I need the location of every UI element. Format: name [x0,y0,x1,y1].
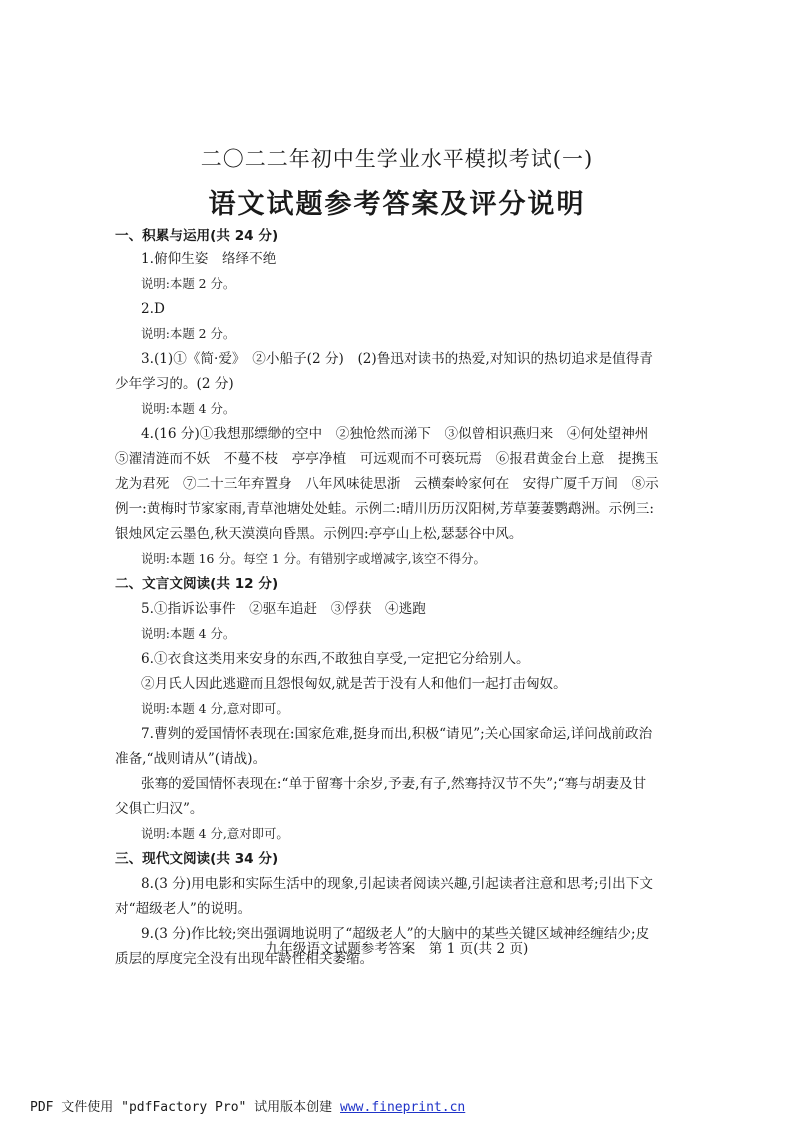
answer-q4-cont-2: 龙为君死 ⑦二十三年弃置身 八年风味徒思浙 云横秦岭家何在 安得广厦千万间 ⑧示 [115,476,659,492]
answer-q7-2-cont: 父俱亡归汉”。 [115,801,204,817]
answer-q4: 4.(16 分)①我想那缥缈的空中 ②独怆然而涕下 ③似曾相识燕归来 ④何处望神州 [141,426,649,442]
page-footer: 九年级语文试题参考答案 第 1 页(共 2 页) [265,941,529,957]
answer-q9: 9.(3 分)作比较;突出强调地说明了“超级老人”的大脑中的某些关键区域神经缠结少;皮 [141,926,650,942]
answer-q9-cont: 质层的厚度完全没有出现年龄性相关萎缩。 [115,951,374,967]
answer-q4-cont-3: 例一:黄梅时节家家雨,青草池塘处处蛙。示例二:晴川历历汉阳树,芳草萋萋鹦鹉洲。示例三: [115,501,654,517]
answer-q8: 8.(3 分)用电影和实际生活中的现象,引起读者阅读兴趣,引起读者注意和思考;引出下文 [141,876,653,892]
answer-q7-2: 张骞的爱国情怀表现在:“单于留骞十余岁,予妻,有子,然骞持汉节不失”;“骞与胡妻及甘 [141,776,647,792]
exam-title: 二〇二二年初中生学业水平模拟考试(一) [200,147,594,171]
note-q3: 说明:本题 4 分。 [141,401,236,416]
note-q6: 说明:本题 4 分,意对即可。 [141,701,289,716]
answer-key-title: 语文试题参考答案及评分说明 [208,189,586,220]
answer-q7-cont: 准备,“战则请从”(请战)。 [115,751,267,767]
section-heading-2: 二、文言文阅读(共 12 分) [115,576,279,592]
note-q4: 说明:本题 16 分。每空 1 分。有错别字或增减字,该空不得分。 [141,551,486,566]
answer-q8-cont: 对“超级老人”的说明。 [115,901,252,917]
note-q2: 说明:本题 2 分。 [141,326,236,341]
answer-q5: 5.①指诉讼事件 ②驱车追赶 ③俘获 ④逃跑 [141,601,426,617]
answer-q7: 7.曹刿的爱国情怀表现在:国家危难,挺身而出,积极“请见”;关心国家命运,详问战前政治 [141,726,653,742]
fineprint-link[interactable]: www.fineprint.cn [340,1100,466,1115]
pdf-notice [30,1096,465,1115]
answer-q2: 2.D [141,301,165,317]
answer-q3: 3.(1)①《简·爱》 ②小船子(2 分) (2)鲁迅对读书的热爱,对知识的热切追求是值得青 [141,351,653,367]
answer-q1: 1.俯仰生姿 络绎不绝 [141,251,277,267]
pdf-notice-text: PDF 文件使用 "pdfFactory Pro" 试用版本创建 [30,1100,341,1115]
section-heading-3: 三、现代文阅读(共 34 分) [115,851,279,867]
note-q5: 说明:本题 4 分。 [141,626,236,641]
answer-q6-2: ②月氏人因此逃避而且怨恨匈奴,就是苦于没有人和他们一起打击匈奴。 [141,676,567,692]
section-heading-1: 一、积累与运用(共 24 分) [115,228,279,244]
answer-q6-1: 6.①衣食这类用来安身的东西,不敢独自享受,一定把它分给别人。 [141,651,530,667]
answer-q4-cont-4: 银烛风定云墨色,秋天漠漠向昏黑。示例四:亭亭山上松,瑟瑟谷中风。 [115,526,523,542]
answer-q4-cont-1: ⑤濯清涟而不妖 不蔓不枝 亭亭净植 可远观而不可亵玩焉 ⑥报君黄金台上意 提携玉 [115,451,659,467]
note-q7: 说明:本题 4 分,意对即可。 [141,826,289,841]
note-q1: 说明:本题 2 分。 [141,276,236,291]
answer-q3-cont: 少年学习的。(2 分) [115,376,234,392]
